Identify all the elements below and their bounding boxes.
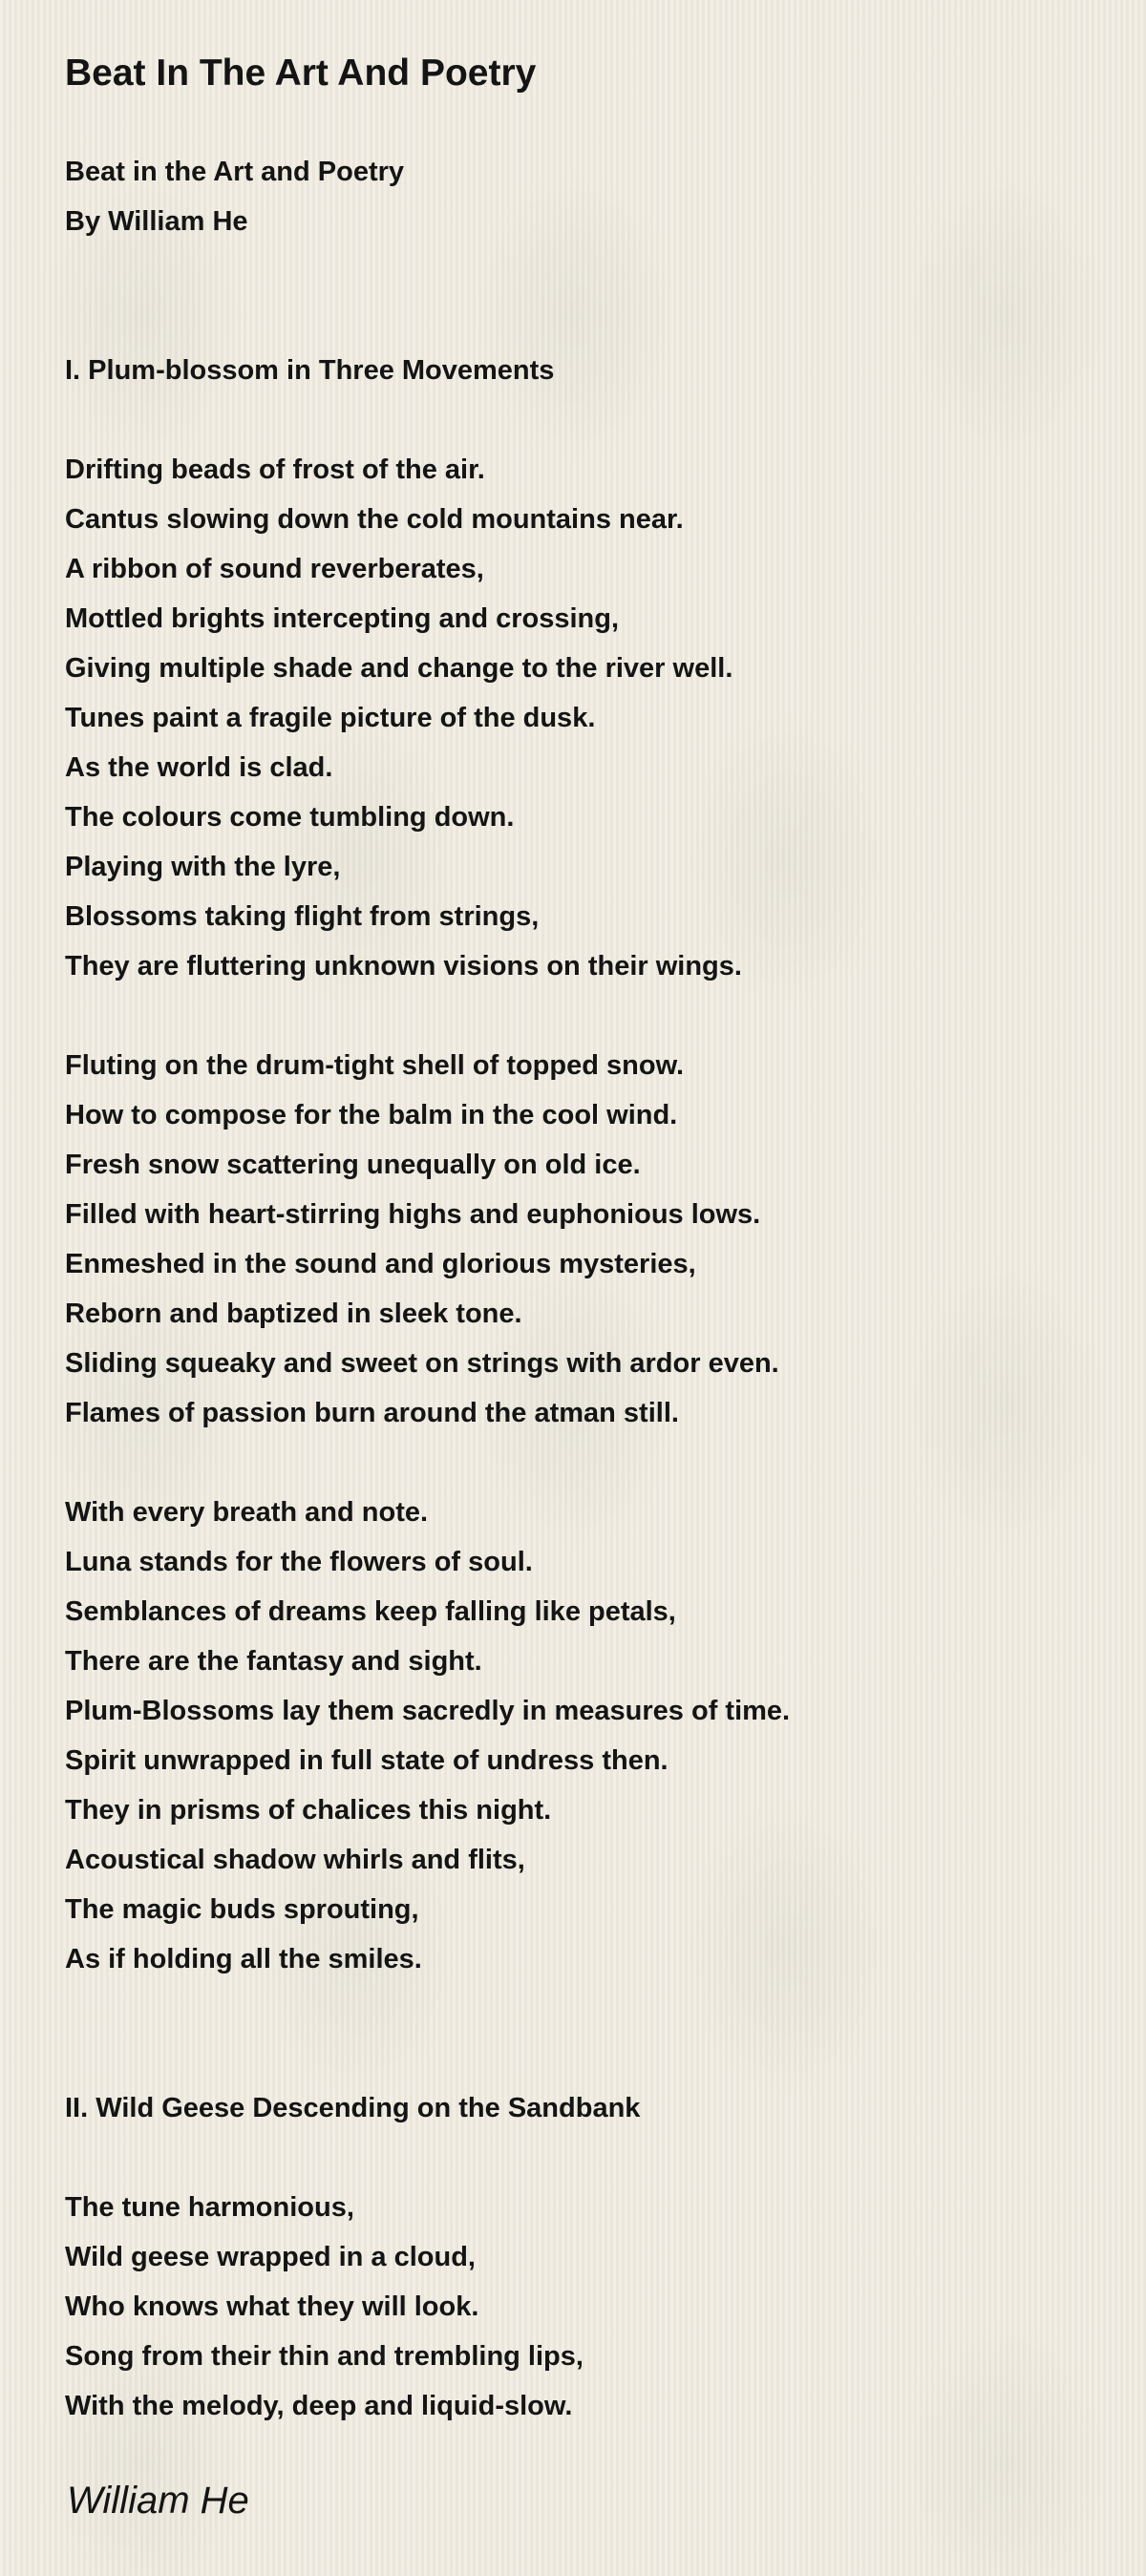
poem-line bbox=[65, 246, 1146, 296]
poem-line: Plum-Blossoms lay them sacredly in measures of time. bbox=[65, 1696, 791, 1726]
poem-line: Flames of passion burn around the atman still. bbox=[65, 1398, 679, 1428]
poem-line bbox=[65, 395, 1146, 445]
poem-line: Who knows what they will look. bbox=[65, 2291, 479, 2322]
poem-line: The colours come tumbling down. bbox=[65, 802, 515, 833]
poem-line: With the melody, deep and liquid-slow. bbox=[65, 2391, 573, 2421]
poem-line: There are the fantasy and sight. bbox=[65, 1646, 482, 1677]
poem-line: The magic buds sprouting, bbox=[65, 1894, 419, 1925]
poem-line: How to compose for the balm in the cool wind. bbox=[65, 1100, 678, 1130]
poem-line: Playing with the lyre, bbox=[65, 852, 341, 882]
poem-line: II. Wild Geese Descending on the Sandbank bbox=[65, 2093, 641, 2123]
poem-line: They in prisms of chalices this night. bbox=[65, 1795, 552, 1826]
poem-line bbox=[65, 1438, 1146, 1488]
poem-line: They are fluttering unknown visions on their wings. bbox=[65, 951, 742, 982]
poem-line: Sliding squeaky and sweet on strings with ardor even. bbox=[65, 1348, 779, 1379]
poem-line bbox=[65, 296, 1146, 346]
poem-line: Mottled brights intercepting and crossing, bbox=[65, 603, 620, 634]
poem-line: Cantus slowing down the cold mountains near. bbox=[65, 504, 684, 535]
poem-line: Giving multiple shade and change to the river well. bbox=[65, 653, 733, 684]
poem-line: The tune harmonious, bbox=[65, 2192, 354, 2223]
poem-line: With every breath and note. bbox=[65, 1497, 429, 1528]
poem-line: As if holding all the smiles. bbox=[65, 1944, 422, 1974]
poem-line: Fluting on the drum-tight shell of topped snow. bbox=[65, 1050, 685, 1081]
poem-line: Reborn and baptized in sleek tone. bbox=[65, 1299, 522, 1329]
poem-line: Filled with heart-stirring highs and euphonious lows. bbox=[65, 1199, 761, 1230]
poem-line: Spirit unwrapped in full state of undress then. bbox=[65, 1745, 668, 1776]
poem-line: Acoustical shadow whirls and flits, bbox=[65, 1845, 525, 1875]
poem-line: Drifting beads of frost of the air. bbox=[65, 454, 485, 485]
poem-line bbox=[65, 2034, 1146, 2083]
poem-line: As the world is clad. bbox=[65, 752, 333, 783]
poem-line: I. Plum-blossom in Three Movements bbox=[65, 355, 555, 386]
poem-line: By William He bbox=[65, 206, 248, 237]
poem-line: Blossoms taking flight from strings, bbox=[65, 901, 540, 932]
poem-line: Semblances of dreams keep falling like petals, bbox=[65, 1596, 676, 1627]
poem-line: A ribbon of sound reverberates, bbox=[65, 554, 484, 584]
poem-line bbox=[65, 991, 1146, 1041]
poem-line: Tunes paint a fragile picture of the dusk. bbox=[65, 703, 596, 733]
poem-line bbox=[65, 2133, 1146, 2183]
author-signature: William He bbox=[67, 2480, 249, 2522]
poem-line: Luna stands for the flowers of soul. bbox=[65, 1547, 533, 1577]
poem-line: Fresh snow scattering unequally on old ice. bbox=[65, 1150, 641, 1180]
poem-line: Enmeshed in the sound and glorious mysteries, bbox=[65, 1249, 696, 1279]
page-title: Beat In The Art And Poetry bbox=[65, 53, 537, 94]
poem-line bbox=[65, 1984, 1146, 2034]
poem-body bbox=[65, 147, 1146, 2431]
poem-line: Beat in the Art and Poetry bbox=[65, 157, 405, 187]
poem-line: Song from their thin and trembling lips, bbox=[65, 2341, 584, 2372]
poem-line: Wild geese wrapped in a cloud, bbox=[65, 2242, 476, 2272]
